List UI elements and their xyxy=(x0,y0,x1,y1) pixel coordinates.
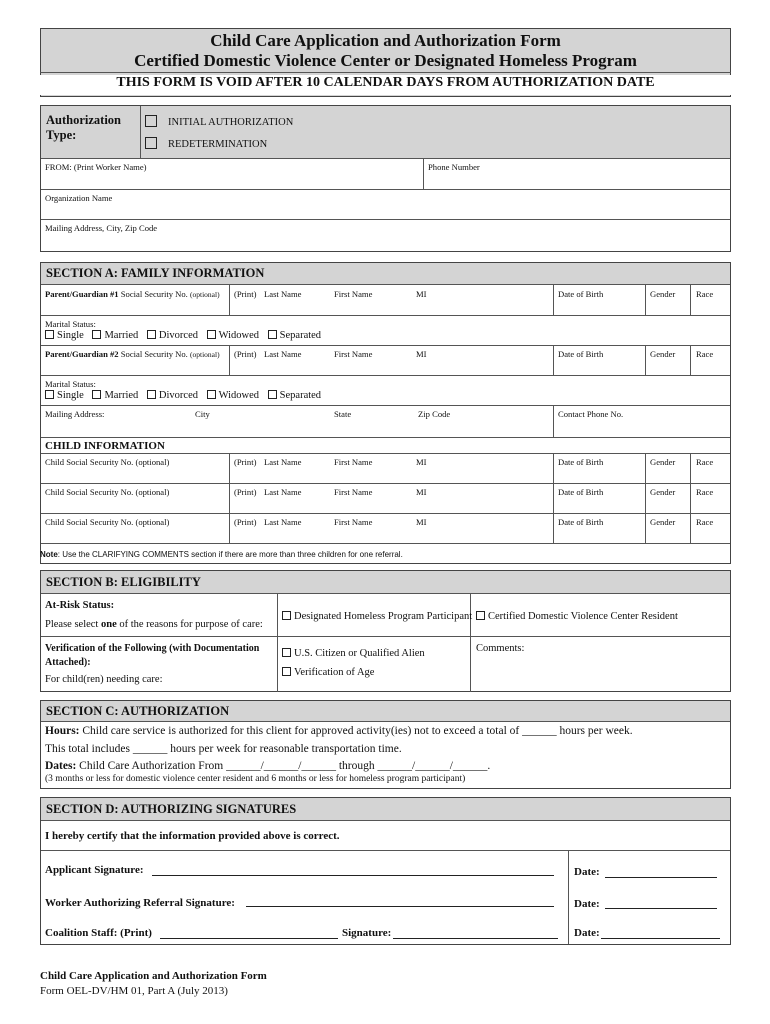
form-subtitle: Certified Domestic Violence Center or Designated Homeless Program xyxy=(134,51,637,70)
child3-ssn[interactable]: Child Social Security No. (optional) xyxy=(45,517,170,527)
child1-mi[interactable]: MI xyxy=(416,457,427,467)
applicant-signature-label: Applicant Signature: xyxy=(45,864,144,876)
parent1-first-name[interactable]: First Name xyxy=(334,289,373,299)
divider xyxy=(40,72,731,73)
coalition-date-line[interactable] xyxy=(601,938,720,939)
void-notice: THIS FORM IS VOID AFTER 10 CALENDAR DAYS FROM AUTHORIZATION DATE xyxy=(40,75,731,95)
child2-print-label: (Print) xyxy=(234,487,257,497)
parent1-race[interactable]: Race xyxy=(696,289,714,299)
child3-first-name[interactable]: First Name xyxy=(334,517,373,527)
family-state[interactable]: State xyxy=(334,409,352,419)
marital-widowed[interactable]: Widowed xyxy=(207,330,259,341)
initial-authorization-checkbox[interactable] xyxy=(145,115,157,127)
coalition-date-label: Date: xyxy=(574,927,600,939)
child2-ssn[interactable]: Child Social Security No. (optional) xyxy=(45,487,170,497)
child2-gender[interactable]: Gender xyxy=(650,487,676,497)
child2-dob[interactable]: Date of Birth xyxy=(558,487,604,497)
marital-widowed[interactable]: Widowed xyxy=(207,390,259,401)
child1-dob[interactable]: Date of Birth xyxy=(558,457,604,467)
initial-authorization-label: INITIAL AUTHORIZATION xyxy=(168,117,294,128)
coalition-staff-label: Coalition Staff: (Print) xyxy=(45,927,152,939)
homeless-participant-option[interactable]: Designated Homeless Program Participant xyxy=(282,611,472,622)
child3-gender[interactable]: Gender xyxy=(650,517,676,527)
redetermination-label: REDETERMINATION xyxy=(168,139,268,150)
parent1-marital-label: Marital Status: xyxy=(45,319,96,329)
child3-print-label: (Print) xyxy=(234,517,257,527)
child1-race[interactable]: Race xyxy=(696,457,714,467)
parent2-race[interactable]: Race xyxy=(696,349,714,359)
marital-single[interactable]: Single xyxy=(45,330,84,341)
parent2-marital-label: Marital Status: xyxy=(45,379,96,389)
phone-number-field[interactable]: Phone Number xyxy=(428,162,480,172)
section-a-title: SECTION A: FAMILY INFORMATION xyxy=(46,266,265,280)
coalition-staff-print-line[interactable] xyxy=(160,938,338,939)
child3-dob[interactable]: Date of Birth xyxy=(558,517,604,527)
child3-last-name[interactable]: Last Name xyxy=(264,517,302,527)
applicant-signature-line[interactable] xyxy=(152,875,554,876)
child3-race[interactable]: Race xyxy=(696,517,714,527)
parent2-dob[interactable]: Date of Birth xyxy=(558,349,604,359)
parent2-mi[interactable]: MI xyxy=(416,349,427,359)
for-children-label: For child(ren) needing care: xyxy=(45,674,163,685)
worker-signature-label: Worker Authorizing Referral Signature: xyxy=(45,897,235,909)
organization-name-field[interactable]: Organization Name xyxy=(45,193,113,203)
parent1-dob[interactable]: Date of Birth xyxy=(558,289,604,299)
children-note: Note: Use the CLARIFYING COMMENTS section if there are more than three children for one referral. xyxy=(40,550,403,559)
authorization-type-label: Authorization Type: xyxy=(46,113,121,142)
authorization-type-row xyxy=(41,106,730,158)
parent1-print-label: (Print) xyxy=(234,289,257,299)
family-city[interactable]: City xyxy=(195,409,210,419)
coalition-signature-label: Signature: xyxy=(342,927,392,939)
footer-title: Child Care Application and Authorization Form xyxy=(40,970,267,982)
hours-statement: Hours: Child care service is authorized for this client for approved activity(ies) not to exceed a total of ______ hours per week. xyxy=(45,725,633,737)
marital-single[interactable]: Single xyxy=(45,390,84,401)
section-b-title: SECTION B: ELIGIBILITY xyxy=(46,575,201,589)
parent2-print-label: (Print) xyxy=(234,349,257,359)
family-contact-phone[interactable]: Contact Phone No. xyxy=(558,409,624,419)
child2-first-name[interactable]: First Name xyxy=(334,487,373,497)
parent2-marital-options xyxy=(45,390,327,401)
section-d-title: SECTION D: AUTHORIZING SIGNATURES xyxy=(46,802,297,816)
marital-divorced[interactable]: Divorced xyxy=(147,330,198,341)
parent1-marital-options xyxy=(45,330,327,341)
marital-married[interactable]: Married xyxy=(92,330,138,341)
applicant-date-label: Date: xyxy=(574,866,600,878)
parent1-last-name[interactable]: Last Name xyxy=(264,289,302,299)
form-title: Child Care Application and Authorization Form xyxy=(210,31,561,50)
marital-separated[interactable]: Separated xyxy=(268,390,321,401)
worker-name-field[interactable]: FROM: (Print Worker Name) xyxy=(45,162,147,172)
worker-signature-line[interactable] xyxy=(246,906,554,907)
parent2-last-name[interactable]: Last Name xyxy=(264,349,302,359)
parent1-ssn-field[interactable]: Parent/Guardian #1 Social Security No. (optional) xyxy=(45,289,220,299)
comments-field[interactable]: Comments: xyxy=(476,643,525,654)
child2-race[interactable]: Race xyxy=(696,487,714,497)
coalition-signature-line[interactable] xyxy=(393,938,558,939)
child1-gender[interactable]: Gender xyxy=(650,457,676,467)
mailing-address-field[interactable]: Mailing Address, City, Zip Code xyxy=(45,223,158,233)
verification-label: Verification of the Following (with Documentation Attached): xyxy=(45,643,260,668)
parent1-mi[interactable]: MI xyxy=(416,289,427,299)
child-information-title: CHILD INFORMATION xyxy=(45,440,165,452)
dates-statement: Dates: Child Care Authorization From ______/______/______ through ______/______/______. xyxy=(45,760,491,772)
citizen-option[interactable]: U.S. Citizen or Qualified Alien xyxy=(282,648,425,659)
child1-print-label: (Print) xyxy=(234,457,257,467)
section-c-title: SECTION C: AUTHORIZATION xyxy=(46,704,230,718)
child1-ssn[interactable]: Child Social Security No. (optional) xyxy=(45,457,170,467)
worker-date-line[interactable] xyxy=(605,908,717,909)
child3-mi[interactable]: MI xyxy=(416,517,427,527)
parent1-gender[interactable]: Gender xyxy=(650,289,676,299)
parent2-gender[interactable]: Gender xyxy=(650,349,676,359)
marital-married[interactable]: Married xyxy=(92,390,138,401)
dates-note: (3 months or less for domestic violence center resident and 6 months or less for homeless program participant) xyxy=(45,774,466,784)
child1-last-name[interactable]: Last Name xyxy=(264,457,302,467)
marital-separated[interactable]: Separated xyxy=(268,330,321,341)
child2-last-name[interactable]: Last Name xyxy=(264,487,302,497)
marital-divorced[interactable]: Divorced xyxy=(147,390,198,401)
family-mailing-address[interactable]: Mailing Address: xyxy=(45,409,105,419)
dv-center-resident-option[interactable]: Certified Domestic Violence Center Resident xyxy=(476,611,678,622)
at-risk-status-label: At-Risk Status: xyxy=(45,600,115,611)
redetermination-checkbox[interactable] xyxy=(145,137,157,149)
child1-first-name[interactable]: First Name xyxy=(334,457,373,467)
child2-mi[interactable]: MI xyxy=(416,487,427,497)
parent2-ssn-field[interactable]: Parent/Guardian #2 Social Security No. (optional) xyxy=(45,349,220,359)
parent2-first-name[interactable]: First Name xyxy=(334,349,373,359)
age-verification-option[interactable]: Verification of Age xyxy=(282,667,374,678)
footer-form-id: Form OEL-DV/HM 01, Part A (July 2013) xyxy=(40,985,228,997)
applicant-date-line[interactable] xyxy=(605,877,717,878)
select-one-instruction: Please select one of the reasons for purpose of care: xyxy=(45,619,263,630)
certify-statement: I hereby certify that the information provided above is correct. xyxy=(45,830,340,842)
family-zip[interactable]: Zip Code xyxy=(418,409,451,419)
transportation-statement: This total includes ______ hours per week for reasonable transportation time. xyxy=(45,743,402,755)
worker-date-label: Date: xyxy=(574,898,600,910)
